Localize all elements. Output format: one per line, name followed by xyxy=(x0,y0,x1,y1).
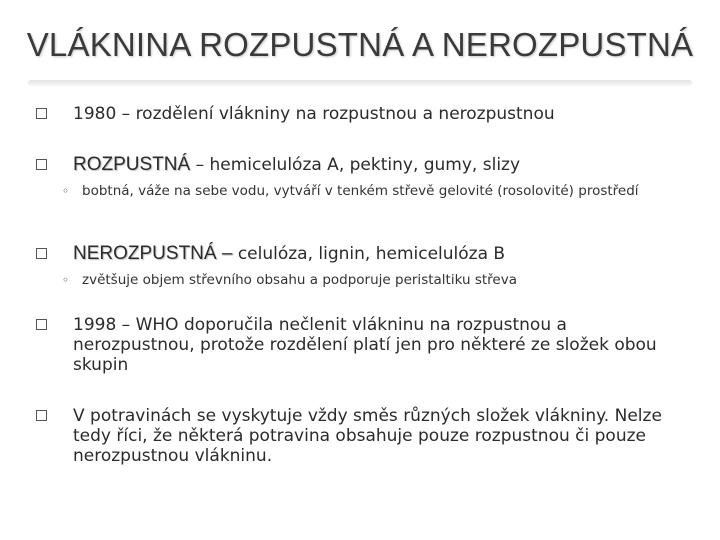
square-bullet-icon xyxy=(36,108,47,119)
bullet-detail: – hemicelulóza A, pektiny, gumy, slizy xyxy=(190,155,521,175)
sub-bullet-nerozpustna xyxy=(62,272,712,289)
square-bullet-icon xyxy=(36,410,47,421)
bullet-text xyxy=(73,244,686,264)
sub-bullet-rozpustna xyxy=(62,183,712,200)
bullet-potraviny xyxy=(36,406,686,466)
bullet-text: 1998 – WHO doporučila nečlenit vlákninu na rozpustnou a nerozpustnou, protože rozdělení platí jen pro některé ze složek obou skupin xyxy=(73,315,657,375)
sub-bullet-text: bobtná, váže na sebe vodu, vytváří v tenkém střevě gelovité (rosolovité) prostředí xyxy=(82,183,639,199)
square-bullet-icon xyxy=(36,248,47,259)
bullet-heading: NEROZPUSTNÁ – xyxy=(73,243,233,264)
title-divider xyxy=(28,80,692,86)
circle-bullet-icon: ◦ xyxy=(62,273,70,287)
bullet-1980 xyxy=(36,104,686,124)
sub-bullet-text: zvětšuje objem střevního obsahu a podporuje peristaltiku střeva xyxy=(82,272,517,288)
bullet-rozpustna xyxy=(36,155,686,175)
bullet-text: V potravinách se vyskytuje vždy směs různých složek vlákniny. Nelze tedy říci, že některá potravina obsahuje pouze rozpustnou či pouze nerozpustnou vlákninu. xyxy=(73,406,662,466)
circle-bullet-icon: ◦ xyxy=(62,184,70,198)
bullet-nerozpustna xyxy=(36,244,686,264)
square-bullet-icon xyxy=(36,159,47,170)
bullet-detail: celulóza, lignin, hemicelulóza B xyxy=(232,244,506,264)
bullet-heading: ROZPUSTNÁ xyxy=(73,154,191,175)
page-title: VLÁKNINA ROZPUSTNÁ A NEROZPUSTNÁ xyxy=(26,26,694,63)
bullet-1998 xyxy=(36,315,686,375)
bullet-text: 1980 – rozdělení vlákniny na rozpustnou a nerozpustnou xyxy=(73,104,555,124)
bullet-text xyxy=(73,155,686,175)
square-bullet-icon xyxy=(36,319,47,330)
